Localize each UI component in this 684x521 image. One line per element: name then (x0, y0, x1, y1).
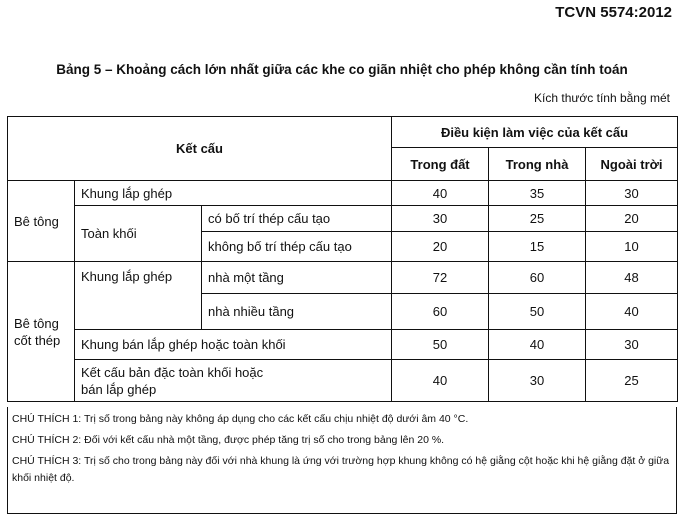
value-cell: 40 (489, 330, 586, 360)
value-cell: 20 (392, 232, 489, 262)
value-cell: 30 (489, 360, 586, 402)
value-cell: 48 (586, 262, 678, 294)
header-col-ground: Trong đất (392, 148, 489, 181)
table-notes (7, 407, 677, 514)
note-3: CHÚ THÍCH 3: Trị số cho trong bảng này đối với nhà khung là ứng với trường hợp khung không có hệ giằng cột hoặc khi hệ giằng đặt ở giữa khối nhiệt độ. (12, 455, 670, 484)
row-type: Khung bán lắp ghép hoặc toàn khối (75, 330, 392, 360)
table-row (8, 360, 678, 402)
header-conditions: Điều kiện làm việc của kết cấu (392, 117, 678, 148)
value-cell: 40 (392, 181, 489, 206)
row-subtype: không bố trí thép cấu tạo (202, 232, 392, 262)
table-title: Bảng 5 – Khoảng cách lớn nhất giữa các khe co giãn nhiệt cho phép không cần tính toán (56, 62, 628, 77)
value-cell: 60 (392, 294, 489, 330)
table-row (8, 330, 678, 360)
value-cell: 30 (392, 206, 489, 232)
row-subtype: nhà một tầng (202, 262, 392, 294)
row-type: Khung lắp ghép (75, 262, 202, 330)
unit-note: Kích thước tính bằng mét (534, 91, 670, 105)
group-reinforced: Bê tông cốt thép (8, 262, 75, 402)
value-cell: 40 (392, 360, 489, 402)
value-cell: 35 (489, 181, 586, 206)
document-code: TCVN 5574:2012 (555, 4, 672, 21)
row-subtype: có bố trí thép cấu tạo (202, 206, 392, 232)
row-type: Toàn khối (75, 206, 202, 262)
header-col-outdoor: Ngoài trời (586, 148, 678, 181)
joint-spacing-table (7, 116, 678, 402)
value-cell: 50 (392, 330, 489, 360)
value-cell: 40 (586, 294, 678, 330)
value-cell: 30 (586, 330, 678, 360)
header-col-indoor: Trong nhà (489, 148, 586, 181)
table-row (8, 206, 678, 232)
value-cell: 60 (489, 262, 586, 294)
value-cell: 15 (489, 232, 586, 262)
value-cell: 72 (392, 262, 489, 294)
value-cell: 25 (586, 360, 678, 402)
note-2: CHÚ THÍCH 2: Đối với kết cấu nhà một tầng, được phép tăng trị số cho trong bảng lên 20 %. (12, 434, 445, 446)
value-cell: 25 (489, 206, 586, 232)
row-type: Kết cấu bản đặc toàn khối hoặc bán lắp ghép (75, 360, 392, 402)
note-1: CHÚ THÍCH 1: Trị số trong bảng này không áp dụng cho các kết cấu chịu nhiệt độ dưới âm 40 °C. (12, 413, 469, 425)
value-cell: 50 (489, 294, 586, 330)
row-type: Khung lắp ghép (75, 181, 392, 206)
table-row (8, 262, 678, 294)
table-row (8, 181, 678, 206)
value-cell: 10 (586, 232, 678, 262)
value-cell: 30 (586, 181, 678, 206)
header-structure: Kết cấu (8, 117, 392, 181)
row-subtype: nhà nhiều tầng (202, 294, 392, 330)
group-concrete: Bê tông (8, 181, 75, 262)
value-cell: 20 (586, 206, 678, 232)
